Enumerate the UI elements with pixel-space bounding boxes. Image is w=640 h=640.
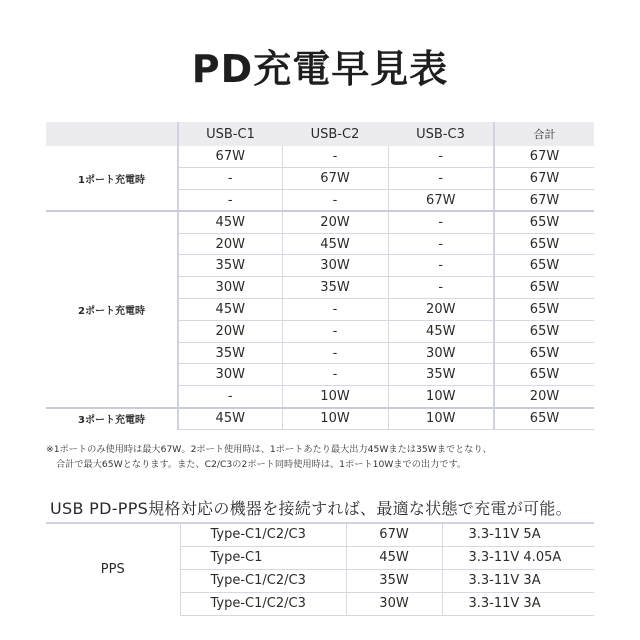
pps-table [46,522,594,616]
pps-watt-cell: 67W [346,523,442,546]
pps-watt-cell: 35W [346,569,442,592]
page-title: PD充電早見表 [191,47,449,91]
total-cell: 65W [494,277,594,299]
port-cell: 30W [178,364,282,386]
port-cell: - [178,386,282,408]
port-cell: - [282,190,388,212]
total-cell: 65W [494,211,594,233]
total-cell: 65W [494,408,594,430]
port-cell: 20W [388,299,494,321]
total-cell: 65W [494,299,594,321]
port-cell: - [388,255,494,277]
total-cell: 67W [494,168,594,190]
port-cell: - [282,146,388,168]
port-cell: - [282,342,388,364]
group-label: 3ポート充電時 [46,408,178,430]
pps-spec-cell: 3.3-11V 3A [442,592,594,615]
total-cell: 65W [494,233,594,255]
column-header: USB-C1 [178,122,282,146]
port-cell: 35W [178,342,282,364]
pps-watt-cell: 45W [346,546,442,569]
port-cell: - [388,168,494,190]
port-cell: 67W [178,146,282,168]
port-cell: 45W [178,299,282,321]
table-row [46,408,594,430]
port-cell: 35W [178,255,282,277]
footnote-line-1: ※1ポートのみ使用時は最大67W。2ポート使用時は、1ポートあたり最大出力45Wまたは35Wまでとなり、 [46,444,492,455]
port-cell: - [388,146,494,168]
port-cell: 20W [178,233,282,255]
pps-spec-cell: 3.3-11V 5A [442,523,594,546]
port-cell: 30W [388,342,494,364]
total-cell: 20W [494,386,594,408]
port-cell: 35W [388,364,494,386]
total-cell: 67W [494,190,594,212]
port-cell: 45W [178,408,282,430]
port-cell: 10W [282,386,388,408]
port-cell: 10W [388,408,494,430]
port-cell: - [388,277,494,299]
port-cell: 30W [282,255,388,277]
column-header: USB-C3 [388,122,494,146]
port-cell: 45W [282,233,388,255]
port-cell: 20W [282,211,388,233]
port-cell: - [388,233,494,255]
port-cell: 67W [388,190,494,212]
column-header [46,122,178,146]
pps-spec-cell: 3.3-11V 4.05A [442,546,594,569]
pps-port-cell: Type-C1/C2/C3 [180,592,346,615]
total-cell: 65W [494,364,594,386]
total-cell: 67W [494,146,594,168]
total-cell: 65W [494,342,594,364]
total-cell: 65W [494,255,594,277]
port-cell: 45W [178,211,282,233]
pps-port-cell: Type-C1/C2/C3 [180,523,346,546]
pps-label: PPS [46,523,180,615]
table-row [46,146,594,168]
column-header: USB-C2 [282,122,388,146]
pps-heading: USB PD-PPS規格対応の機器を接続すれば、最適な状態で充電が可能。 [50,499,572,518]
footnote-line-2: 合計で最大65Wとなります。また、C2/C3の2ポート同時使用時は、1ポート10Wまでの出力です。 [56,459,467,470]
pps-row [46,523,594,546]
footnote [46,442,606,472]
total-cell: 65W [494,320,594,342]
table-row [46,211,594,233]
table-header-row [46,122,594,146]
port-cell: - [282,320,388,342]
port-cell: - [178,190,282,212]
port-cell: 10W [282,408,388,430]
pps-spec-cell: 3.3-11V 3A [442,569,594,592]
port-cell: 30W [178,277,282,299]
pps-port-cell: Type-C1 [180,546,346,569]
port-cell: 10W [388,386,494,408]
port-cell: - [282,299,388,321]
charging-table [46,122,594,430]
port-cell: 20W [178,320,282,342]
pps-port-cell: Type-C1/C2/C3 [180,569,346,592]
port-cell: 67W [282,168,388,190]
port-cell: 35W [282,277,388,299]
port-cell: 45W [388,320,494,342]
group-label: 2ポート充電時 [46,211,178,407]
pps-watt-cell: 30W [346,592,442,615]
port-cell: - [178,168,282,190]
port-cell: - [388,211,494,233]
column-header: 合計 [494,122,594,146]
port-cell: - [282,364,388,386]
group-label: 1ポート充電時 [46,146,178,211]
